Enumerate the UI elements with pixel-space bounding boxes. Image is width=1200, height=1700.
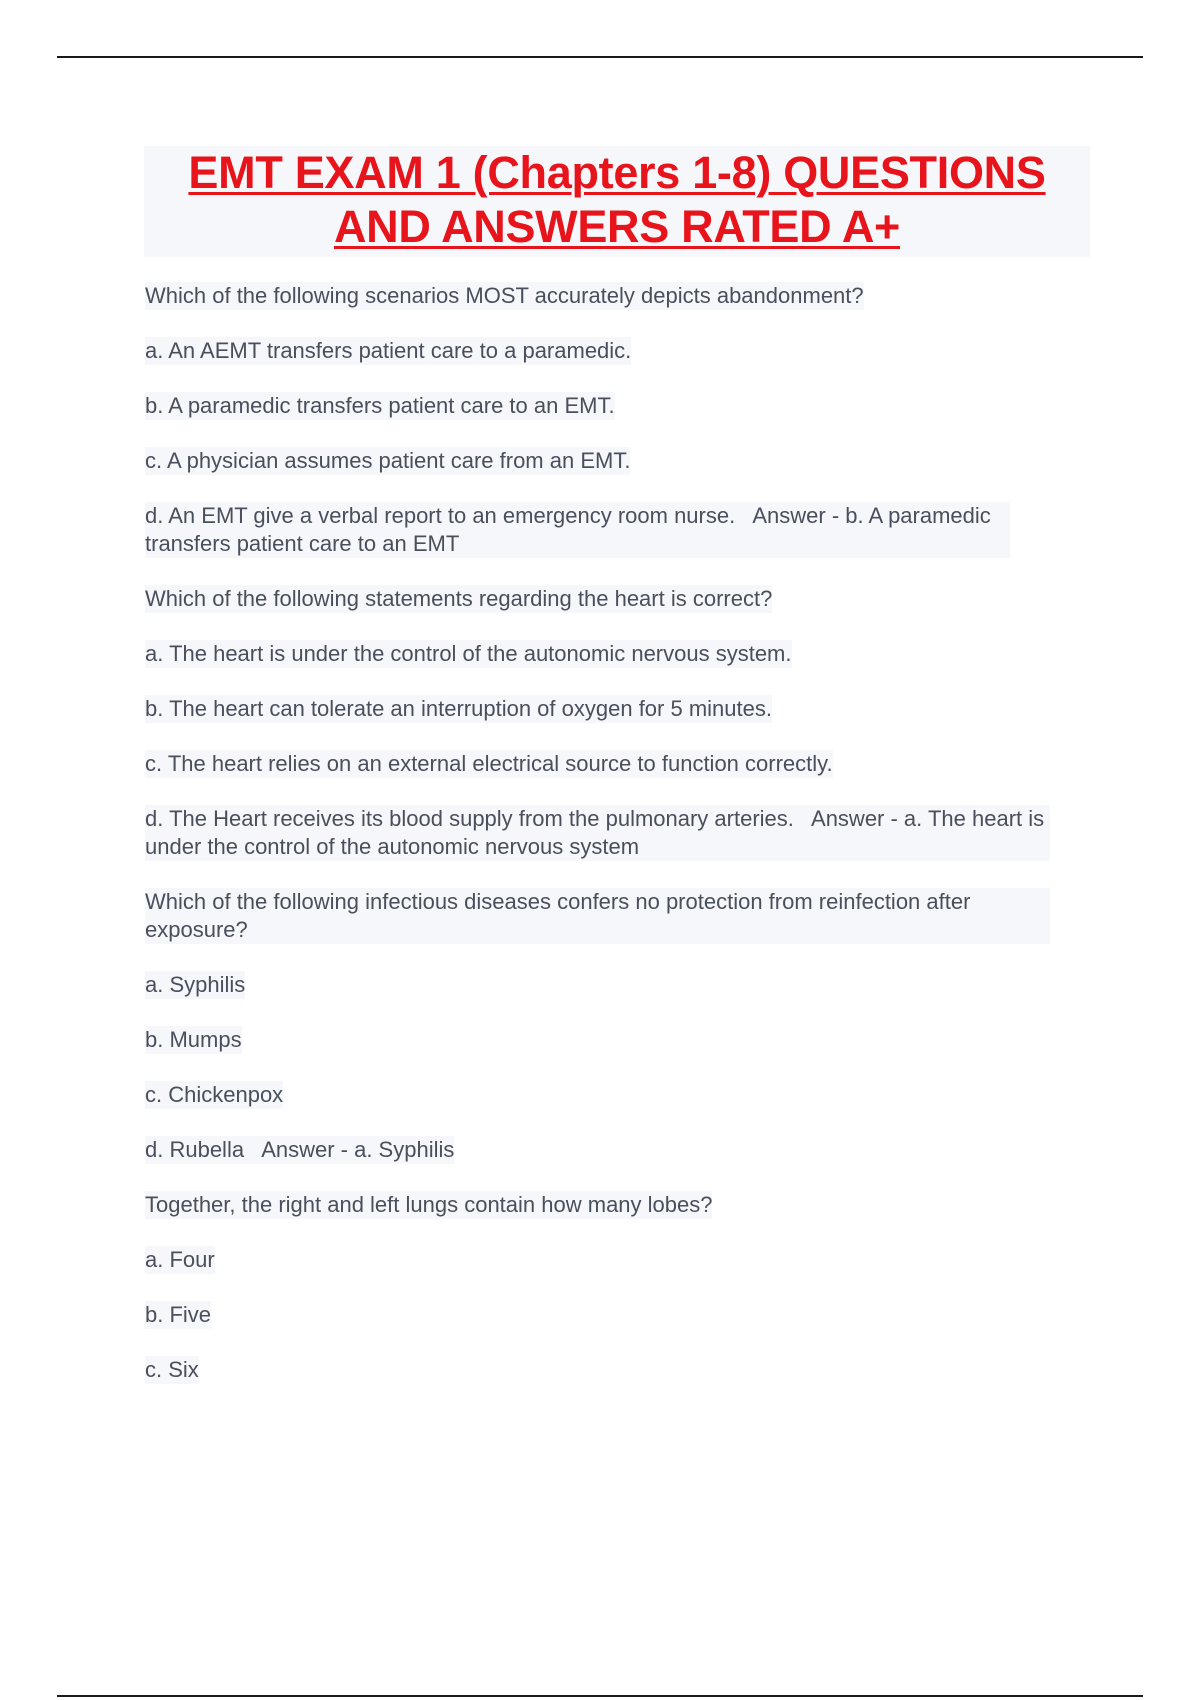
question-list bbox=[145, 282, 1100, 1411]
answer-option: c. Six bbox=[145, 1357, 199, 1382]
bottom-rule bbox=[57, 1695, 1143, 1697]
answer-option: b. A paramedic transfers patient care to an EMT. bbox=[145, 393, 615, 418]
title-line-1: EMT EXAM 1 (Chapters 1-8) QUESTIONS bbox=[188, 147, 1046, 198]
question-text: Which of the following infectious diseases confers no protection from reinfection after exposure? bbox=[145, 888, 1050, 944]
question-text: Which of the following scenarios MOST accurately depicts abandonment? bbox=[145, 283, 864, 308]
answer-option: b. Mumps bbox=[145, 1027, 242, 1052]
document-title bbox=[144, 146, 1090, 257]
answer-option: a. The heart is under the control of the autonomic nervous system. bbox=[145, 641, 792, 666]
answer-option: b. The heart can tolerate an interruption of oxygen for 5 minutes. bbox=[145, 696, 772, 721]
answer-option-with-answer: d. The Heart receives its blood supply from the pulmonary arteries. Answer - a. The heart is under the control of the autonomic nervous system bbox=[145, 806, 1051, 859]
question-text: Together, the right and left lungs contain how many lobes? bbox=[145, 1192, 713, 1217]
answer-option: c. Chickenpox bbox=[145, 1082, 284, 1107]
answer-option-with-answer: d. Rubella Answer - a. Syphilis bbox=[145, 1137, 455, 1162]
title-line-2: AND ANSWERS RATED A+ bbox=[333, 201, 901, 252]
answer-option: c. A physician assumes patient care from an EMT. bbox=[145, 448, 631, 473]
top-rule bbox=[57, 56, 1143, 58]
answer-option: a. An AEMT transfers patient care to a paramedic. bbox=[145, 338, 632, 363]
answer-option: b. Five bbox=[145, 1302, 212, 1327]
question-text: Which of the following statements regarding the heart is correct? bbox=[145, 586, 773, 611]
answer-option: c. The heart relies on an external electrical source to function correctly. bbox=[145, 751, 833, 776]
answer-option: a. Syphilis bbox=[145, 972, 246, 997]
answer-option: a. Four bbox=[145, 1247, 215, 1272]
answer-option-with-answer: d. An EMT give a verbal report to an emergency room nurse. Answer - b. A paramedic transfers patient care to an EMT bbox=[145, 502, 1010, 558]
